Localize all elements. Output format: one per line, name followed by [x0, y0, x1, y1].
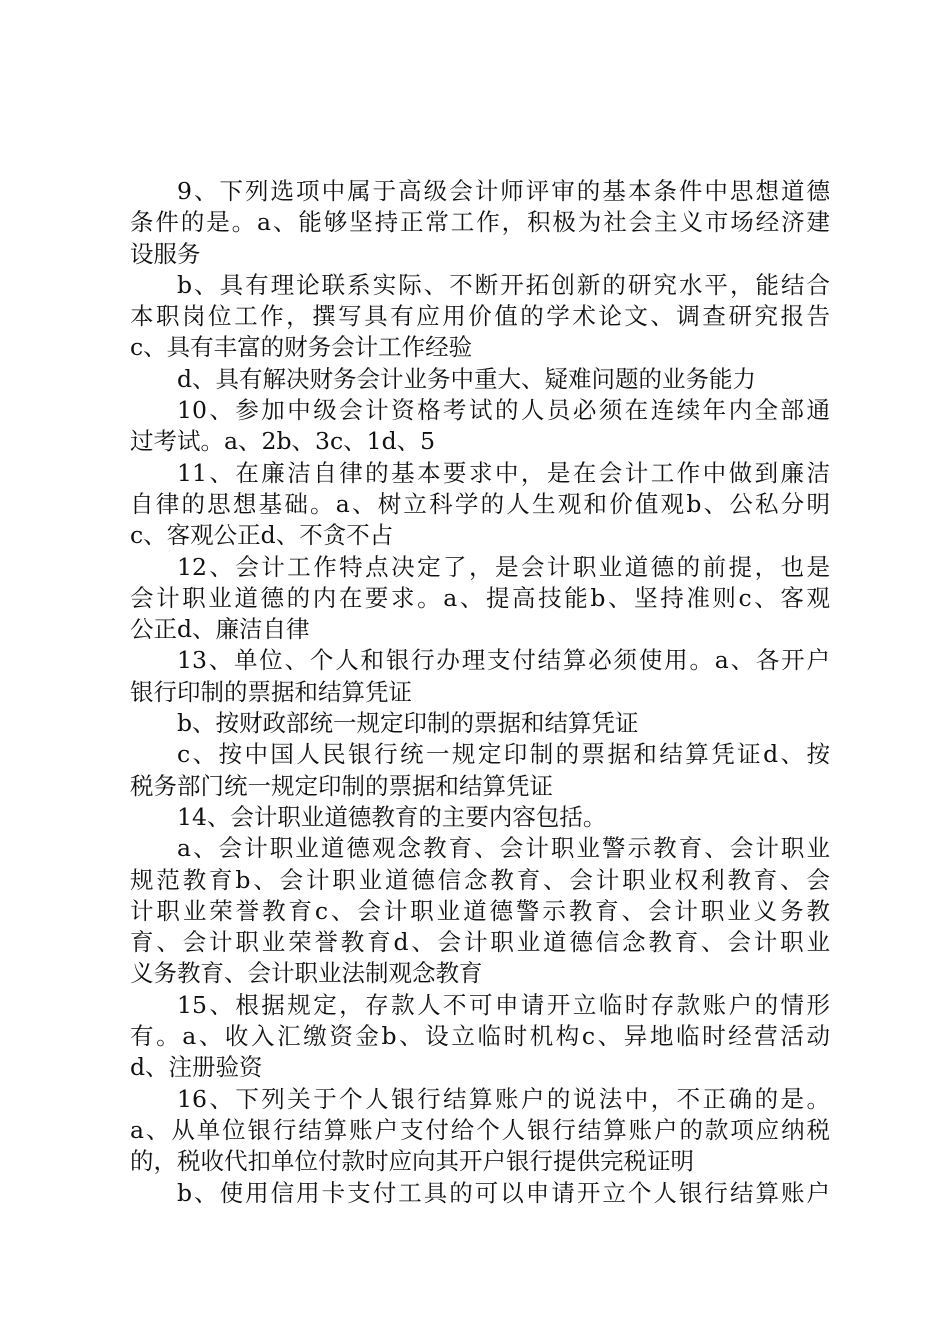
text-line: 条件的是。a、能够坚持正常工作，积极为社会主义市场经济建	[130, 208, 830, 237]
text-line: 会计职业道德的内在要求。a、提高技能b、坚持准则c、客观	[130, 583, 830, 612]
text-line: b、使用信用卡支付工具的可以申请开立个人银行结算账户	[177, 1178, 830, 1207]
text-line: d、具有解决财务会计业务中重大、疑难问题的业务能力	[177, 364, 757, 393]
text-line: 义务教育、会计职业法制观念教育	[130, 959, 483, 988]
text-line: 设服务	[130, 239, 201, 268]
text-line: 14、会计职业道德教育的主要内容包括。	[177, 802, 607, 831]
text-line: 9、下列选项中属于高级会计师评审的基本条件中思想道德	[177, 177, 830, 205]
text-line: d、注册验资	[130, 1053, 263, 1082]
text-line: 16、下列关于个人银行结算账户的说法中，不正确的是。	[177, 1084, 830, 1113]
text-line: 过考试。a、2b、3c、1d、5	[130, 427, 436, 456]
text-line: 13、单位、个人和银行办理支付结算必须使用。a、各开户	[177, 646, 830, 675]
text-line: 规范教育b、会计职业道德信念教育、会计职业权利教育、会	[130, 865, 830, 894]
text-line: a、会计职业道德观念教育、会计职业警示教育、会计职业	[177, 834, 830, 863]
text-line: 的，税收代扣单位付款时应向其开户银行提供完税证明	[130, 1147, 694, 1176]
text-line: b、按财政部统一规定印制的票据和结算凭证	[177, 709, 639, 738]
text-line: 12、会计工作特点决定了，是会计职业道德的前提，也是	[177, 552, 830, 581]
text-line: c、按中国人民银行统一规定印制的票据和结算凭证d、按	[177, 740, 830, 769]
text-line: c、具有丰富的财务会计工作经验	[130, 333, 473, 362]
text-line: a、从单位银行结算账户支付给个人银行结算账户的款项应纳税	[130, 1115, 830, 1144]
text-line: 10、参加中级会计资格考试的人员必须在连续年内全部通	[177, 396, 830, 425]
text-line: b、具有理论联系实际、不断开拓创新的研究水平，能结合	[177, 270, 830, 299]
document-body	[130, 176, 830, 1209]
text-line: 税务部门统一规定印制的票据和结算凭证	[130, 771, 553, 800]
text-line: 15、根据规定，存款人不可申请开立临时存款账户的情形	[177, 990, 830, 1019]
text-line: 公正d、廉洁自律	[130, 615, 310, 644]
text-line: 银行印制的票据和结算凭证	[130, 677, 412, 706]
text-line: 11、在廉洁自律的基本要求中，是在会计工作中做到廉洁	[177, 458, 830, 487]
text-line: c、客观公正d、不贪不占	[130, 521, 394, 550]
text-line: 计职业荣誉教育c、会计职业道德警示教育、会计职业义务教	[130, 896, 830, 925]
text-line: 育、会计职业荣誉教育d、会计职业道德信念教育、会计职业	[130, 928, 830, 957]
text-line: 自律的思想基础。a、树立科学的人生观和价值观b、公私分明	[130, 489, 830, 518]
text-line: 本职岗位工作，撰写具有应用价值的学术论文、调查研究报告	[130, 302, 830, 331]
text-line: 有。a、收入汇缴资金b、设立临时机构c、异地临时经营活动	[130, 1022, 830, 1051]
